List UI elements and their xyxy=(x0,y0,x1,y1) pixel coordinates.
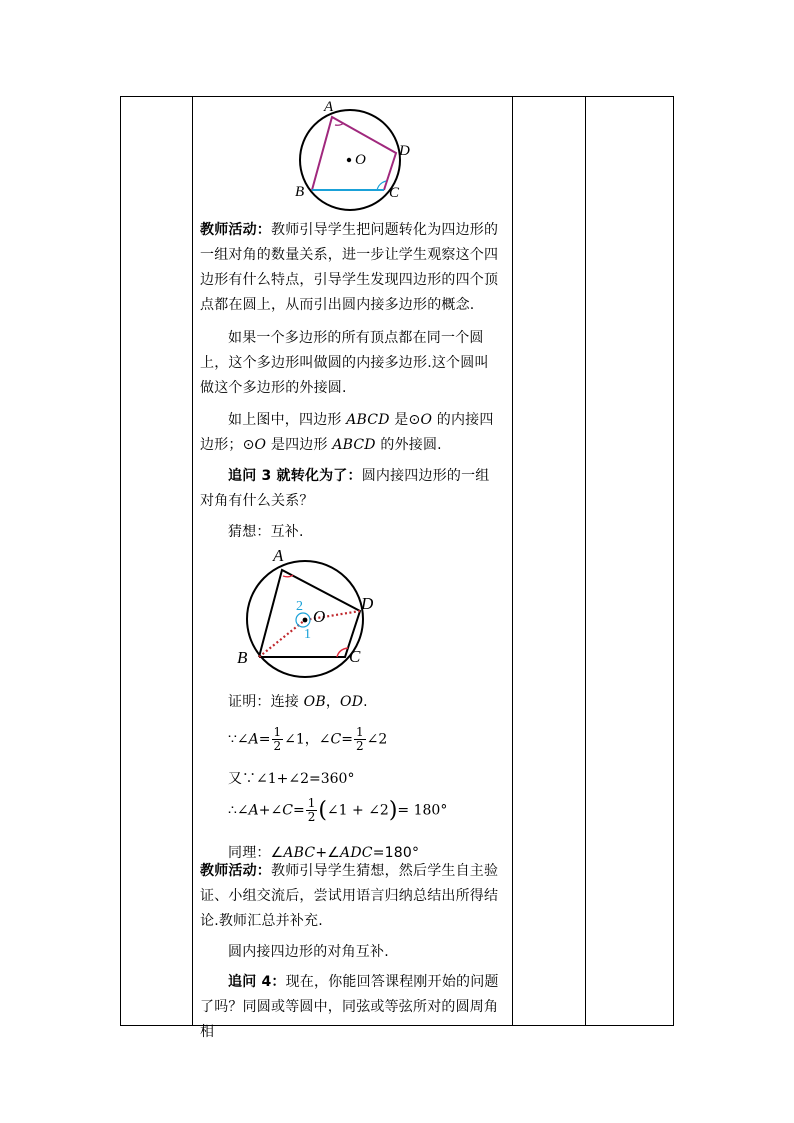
label-teacher-activity: 教师活动： xyxy=(200,863,271,879)
label-o: O xyxy=(355,152,366,168)
text-conjecture: 猜想：互补. xyxy=(228,524,304,540)
fraction-half xyxy=(272,726,284,753)
math-line-1 xyxy=(228,726,387,753)
paragraph-followup-3 xyxy=(200,464,500,514)
math-result: =180° xyxy=(372,845,420,861)
math-result: = 180° xyxy=(397,802,448,819)
math-line-2 xyxy=(228,768,354,788)
math-angle-1: ∠1，∠ xyxy=(284,731,331,748)
text-followup-4: 现在，你能回答课程刚开始的问题了吗？同圆或等圆中，同弦或等弦所对的圆周角相 xyxy=(200,974,499,1040)
fraction-num: 1 xyxy=(307,796,316,810)
math-because: ∵∠ xyxy=(228,731,249,748)
label-o: O xyxy=(313,607,326,626)
var-a: A xyxy=(248,731,259,748)
text-proof-b: ， xyxy=(325,694,341,710)
label-d: D xyxy=(361,594,374,613)
fraction-half xyxy=(354,726,366,753)
text-similarly: 同理：∠ xyxy=(228,845,284,861)
text-example-a: 如上图中，四边形 xyxy=(228,412,347,428)
text-proof-c: . xyxy=(363,694,368,710)
label-c: C xyxy=(389,185,400,201)
paragraph-definition xyxy=(200,326,500,401)
var-adc: ADC xyxy=(340,845,373,861)
label-c: C xyxy=(349,647,361,666)
var-c: C xyxy=(282,802,293,819)
fraction-den: 2 xyxy=(355,739,364,753)
fraction-den: 2 xyxy=(307,810,316,824)
figure-proof-diagram xyxy=(235,547,395,672)
fraction-den: 2 xyxy=(273,739,282,753)
text-definition: 如果一个多边形的所有顶点都在同一个圆上，这个多边形叫做圆的内接多边形.这个圆叫做这个多边形的外接圆. xyxy=(200,330,489,396)
label-a: A xyxy=(273,546,284,565)
paragraph-followup-4 xyxy=(200,970,500,1045)
paragraph-conclusion xyxy=(200,940,500,965)
var-c: C xyxy=(330,731,342,748)
label-b: B xyxy=(237,648,248,667)
table-border-right xyxy=(673,96,674,1026)
label-followup-3: 追问 3 就转化为了： xyxy=(228,468,362,484)
paragraph-teacher-activity-2 xyxy=(200,859,500,934)
figure-inscribed-quadrilateral xyxy=(293,97,423,205)
label-d: D xyxy=(399,143,410,159)
math-plus: +∠ xyxy=(258,802,283,819)
angle-mark-a xyxy=(283,575,293,577)
paren-close: ) xyxy=(388,798,398,823)
text-example-e: 的外接圆. xyxy=(375,437,442,453)
var-ob: OB xyxy=(303,694,326,710)
math-therefore: ∴∠ xyxy=(228,802,249,819)
text-example-c: 的内接四边形；⊙ xyxy=(200,412,494,453)
var-o: O xyxy=(254,437,267,453)
var-od: OD xyxy=(340,694,364,710)
label-teacher-activity: 教师活动： xyxy=(200,222,271,238)
paragraph-example xyxy=(200,408,500,458)
math-eq: = xyxy=(341,731,353,748)
fraction-num: 1 xyxy=(355,725,364,739)
text-conclusion: 圆内接四边形的对角互补. xyxy=(228,944,389,960)
quadrilateral-sides xyxy=(312,117,396,190)
var-abcd: ABCD xyxy=(332,437,376,453)
text-example-b: 是⊙ xyxy=(389,412,421,428)
math-eq: = xyxy=(292,802,305,819)
math-eq: = xyxy=(258,731,271,748)
var-abc: ABC xyxy=(283,845,316,861)
fraction-num: 1 xyxy=(273,725,282,739)
text-teacher-activity: 教师引导学生把问题转化为四边形的一组对角的数量关系，进一步让学生观察这个四边形有什么特点，引导学生发现四边形的四个顶点都在圆上，从而引出圆内接多边形的概念. xyxy=(200,222,499,313)
content-column xyxy=(193,97,512,1040)
center-point xyxy=(303,618,308,623)
var-a: A xyxy=(248,802,259,819)
center-point xyxy=(347,158,351,162)
fraction-half xyxy=(306,797,318,824)
paragraph-teacher-activity-1 xyxy=(200,218,500,318)
table-border-left xyxy=(120,96,121,1026)
var-abcd: ABCD xyxy=(346,412,390,428)
text-teacher-activity: 教师引导学生猜想，然后学生自主验证、小组交流后，尝试用语言归纳总结出所得结论.教师汇总并补充. xyxy=(200,863,499,929)
var-o: O xyxy=(420,412,433,428)
text-proof-a: 证明：连接 xyxy=(228,694,304,710)
table-divider-3 xyxy=(585,96,586,1026)
paragraph-proof-start xyxy=(200,690,500,715)
label-b: B xyxy=(295,184,305,200)
text-followup-3: 圆内接四边形的一组对角有什么关系？ xyxy=(200,468,490,509)
text-example-d: 是四边形 xyxy=(266,437,333,453)
paren-open: ( xyxy=(318,798,327,823)
math-line-3 xyxy=(228,797,447,824)
angle-mark-a xyxy=(335,123,344,125)
paragraph-conjecture xyxy=(200,520,500,545)
math-angle-2: ∠2 xyxy=(366,731,388,748)
math-inner-sum: ∠1 + ∠2 xyxy=(326,802,389,819)
label-a: A xyxy=(324,99,334,115)
math-plus: +∠ xyxy=(315,845,341,861)
label-angle-2: 2 xyxy=(296,599,303,614)
math-sum-360: 又∵∠1+∠2=360° xyxy=(228,771,355,787)
table-divider-2 xyxy=(512,96,513,1026)
label-angle-1: 1 xyxy=(304,627,311,642)
label-followup-4: 追问 4： xyxy=(228,974,286,990)
